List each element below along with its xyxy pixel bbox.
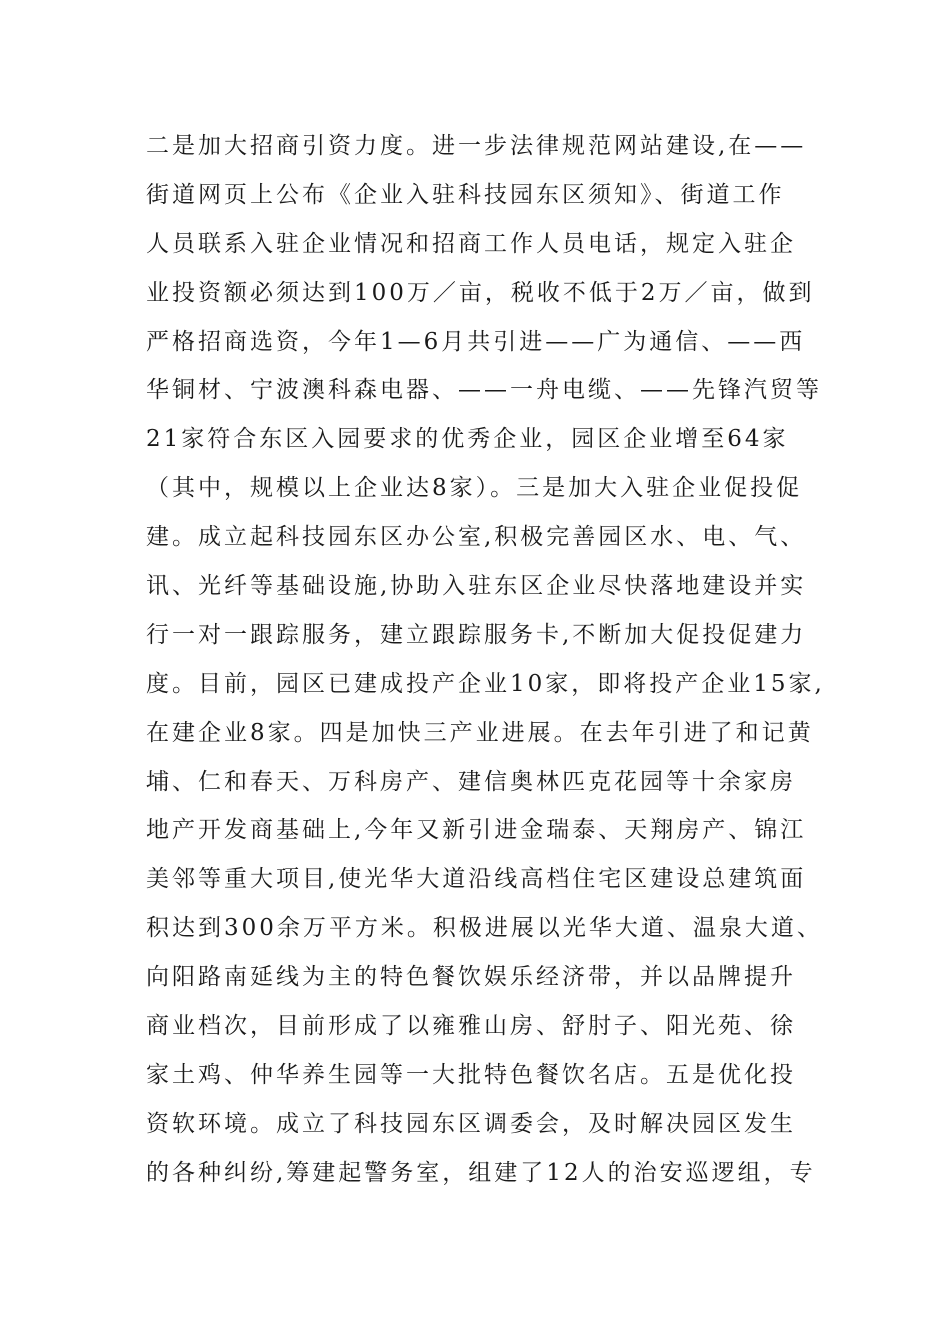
text-line: 业投资额必须达到100万／亩，税收不低于2万／亩，做到	[146, 279, 815, 306]
text-line: 建。成立起科技园东区办公室,积极完善园区水、电、气、	[146, 524, 807, 551]
text-line: 21家符合东区入园要求的优秀企业，园区企业增至64家	[146, 426, 789, 453]
text-line: 人员联系入驻企业情况和招商工作人员电话，规定入驻企	[146, 230, 796, 257]
text-line: 二是加大招商引资力度。进一步法律规范网站建设,在——	[146, 133, 807, 159]
text-line: 行一对一跟踪服务，建立跟踪服务卡,不断加大促投促建力	[146, 621, 807, 648]
text-line: 美邻等重大项目,使光华大道沿线高档住宅区建设总建筑面	[146, 866, 807, 893]
text-line: 资软环境。成立了科技园东区调委会，及时解决园区发生	[146, 1110, 796, 1137]
body-text	[146, 122, 826, 1198]
text-line: （其中，规模以上企业达8家）。三是加大入驻企业促投促	[146, 475, 803, 502]
text-line: 地产开发商基础上,今年又新引进金瑞泰、天翔房产、锦江	[146, 817, 807, 844]
text-line: 华铜材、宁波澳科森电器、——一舟电缆、——先锋汽贸等	[146, 377, 822, 404]
text-line: 向阳路南延线为主的特色餐饮娱乐经济带，并以品牌提升	[146, 964, 796, 991]
text-line: 度。目前，园区已建成投产企业10家，即将投产企业15家,	[146, 670, 825, 697]
text-line: 埔、仁和春天、万科房产、建信奥林匹克花园等十余家房	[146, 768, 796, 795]
text-line: 的各种纠纷,筹建起警务室，组建了12人的治安巡逻组，专	[146, 1159, 816, 1186]
text-line: 讯、光纤等基础设施,协助入驻东区企业尽快落地建设并实	[146, 573, 807, 600]
text-line: 在建企业8家。四是加快三产业进展。在去年引进了和记黄	[146, 719, 814, 746]
text-line: 家土鸡、仲华养生园等一大批特色餐饮名店。五是优化投	[146, 1061, 796, 1088]
text-line: 商业档次，目前形成了以雍雅山房、舒肘子、阳光苑、徐	[146, 1013, 796, 1040]
text-line: 街道网页上公布《企业入驻科技园东区须知》、街道工作	[146, 181, 785, 208]
text-line: 积达到300余万平方米。积极进展以光华大道、温泉大道、	[146, 915, 823, 942]
text-line: 严格招商选资，今年1—6月共引进——广为通信、——西	[146, 328, 806, 355]
